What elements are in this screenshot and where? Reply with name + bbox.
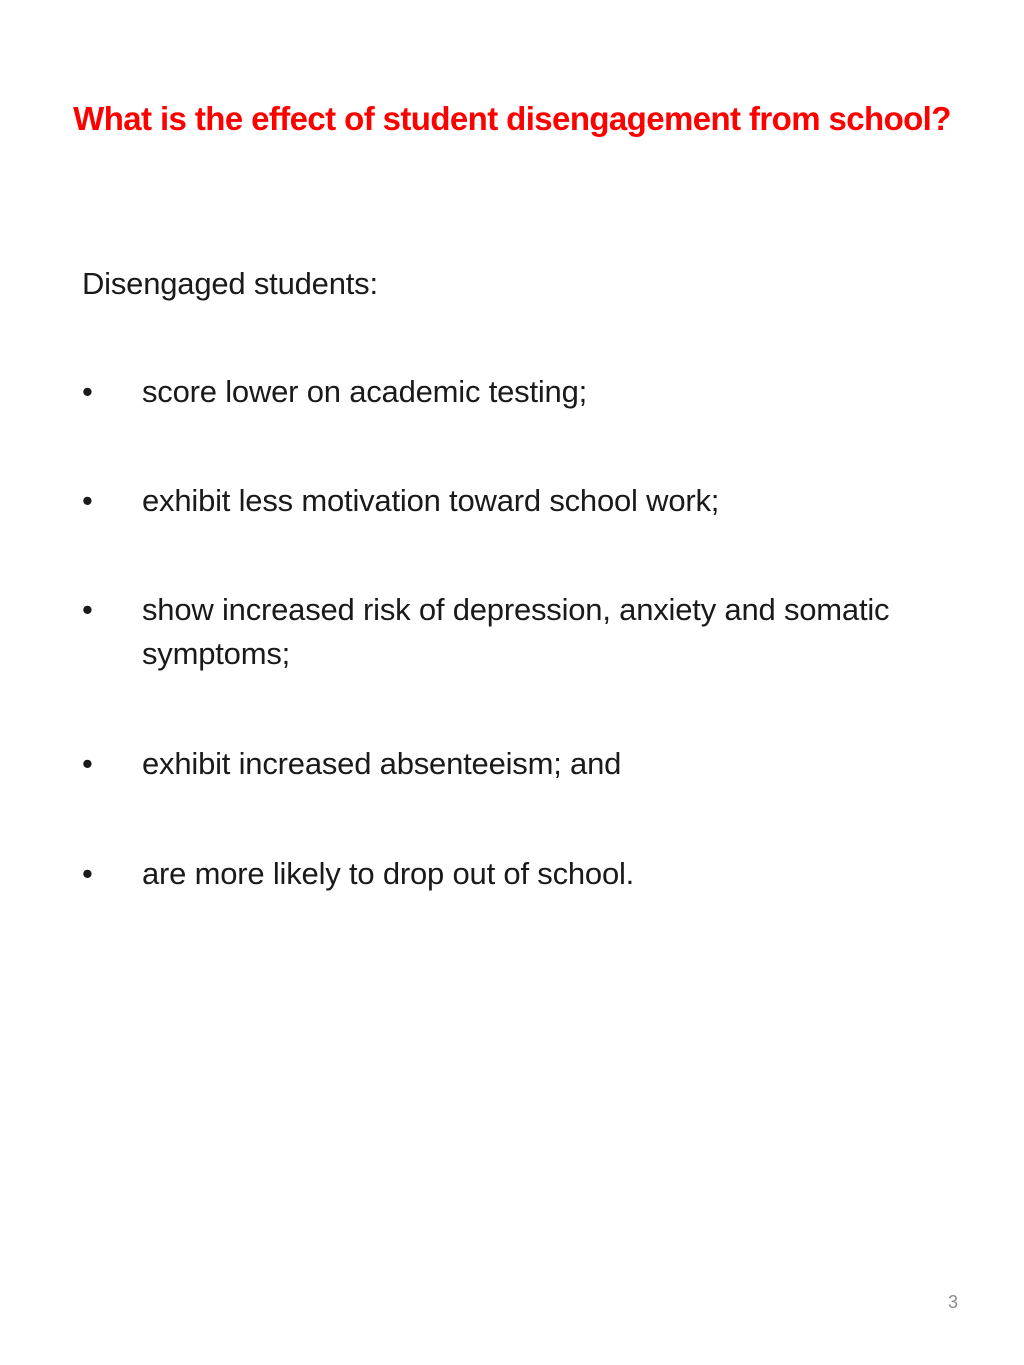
- bullet-item: [82, 852, 962, 896]
- bullet-text: exhibit less motivation toward school work;: [142, 483, 720, 518]
- bullet-text: exhibit increased absenteeism; and: [142, 746, 622, 781]
- bullet-marker: •: [82, 746, 93, 781]
- bullet-text: are more likely to drop out of school.: [142, 856, 635, 891]
- bullet-marker: •: [82, 592, 93, 627]
- bullet-marker: •: [82, 374, 93, 409]
- intro-text: Disengaged students:: [82, 266, 378, 301]
- bullet-item: [82, 370, 962, 414]
- bullet-text: score lower on academic testing;: [142, 374, 588, 409]
- bullet-item: [82, 588, 962, 676]
- bullet-marker: •: [82, 856, 93, 891]
- bullet-marker: •: [82, 483, 93, 518]
- page-number: 3: [947, 1292, 958, 1312]
- bullet-item: [82, 742, 962, 786]
- bullet-text: show increased risk of depression, anxiety and somatic symptoms;: [142, 592, 890, 671]
- slide-title: What is the effect of student disengagement from school?: [73, 100, 951, 137]
- bullet-item: [82, 479, 962, 523]
